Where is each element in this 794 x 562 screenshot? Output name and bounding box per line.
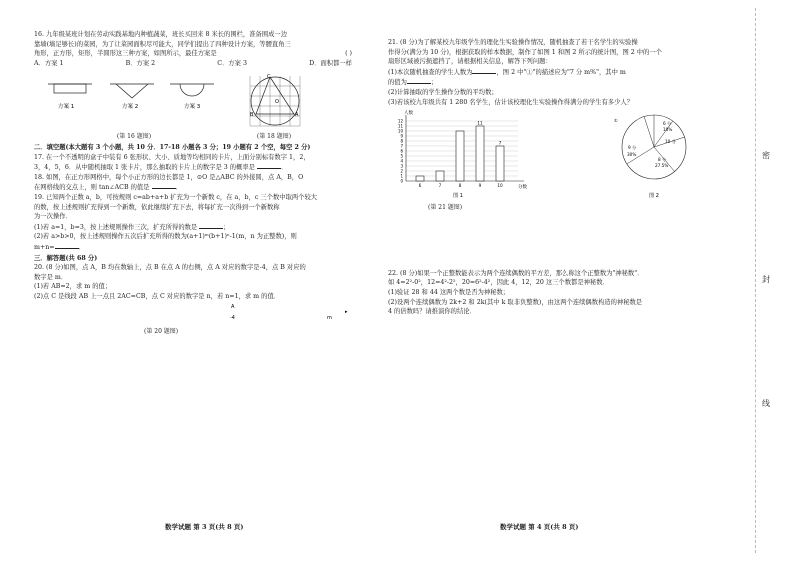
pie-slice-label: 10 分 [665, 139, 676, 145]
question-17 [34, 153, 366, 173]
q22-line: 4 的倍数吗？请推演你的结论． [388, 308, 476, 316]
x-axis-title: 分数 [518, 185, 527, 191]
q16-line [34, 49, 366, 59]
question-22 [388, 269, 716, 317]
q19-line: 19. 已知两个正数 a，b，可按规则 c=ab+a+b 扩充为一个新数 c，在 a，b，c 三个数中取两个较大 [34, 193, 318, 201]
plan-1-label: 方案 1 [58, 104, 75, 111]
answer-blank [199, 222, 223, 229]
q22-line: (1)验证 28 和 44 这两个数是否为神秘数； [388, 288, 510, 296]
label-b: B [250, 112, 254, 119]
pie-slice-label: 30% [627, 152, 637, 158]
question-19 [34, 193, 366, 253]
pie-chart-figure-2 [616, 109, 706, 199]
q21-line: 扇形区域被污损遮挡了，请根据相关信息，解答下列问题： [388, 58, 552, 66]
pie-slice-label: 6 分 [663, 121, 672, 127]
answer-blank [257, 162, 281, 169]
q20-line: 20. (8 分)如图，点 A，B 均在数轴上，点 B 在点 A 的右侧，点 A 对应的数字是-4，点 B 对应的 [34, 264, 306, 272]
triangle-abc [256, 77, 294, 114]
y-tick-label: 11 [397, 123, 403, 129]
left-column [34, 30, 366, 337]
bar [456, 131, 464, 181]
option-d: D．面积都一样 [309, 59, 352, 67]
q18-figure [240, 74, 310, 132]
option-c: C．方案 3 [217, 59, 247, 67]
pie-slice-label: 10% [663, 127, 673, 133]
x-tick-label: 6 [418, 183, 422, 189]
option-b: B．方案 2 [125, 59, 156, 67]
binding-line [755, 8, 756, 553]
question-18 [34, 173, 366, 193]
y-tick-label: 10 [397, 128, 403, 134]
q16-caption: (第 16 题图) [116, 133, 152, 141]
answer-blank [472, 67, 496, 74]
x-tick-label: 7 [438, 183, 442, 189]
pie-slice-label: 27.5% [655, 163, 669, 169]
label-o: O [275, 99, 279, 106]
bar-data-label: 11 [477, 120, 483, 126]
bar-data-label: 7 [498, 140, 502, 146]
q21-part-3: (3)若该校九年级共有 1 280 名学生，估计该校理化生实验操作得满分的学生有多少人？ [388, 98, 634, 106]
y-tick-label: 3 [400, 163, 403, 169]
q16-options [34, 59, 366, 69]
q19-part-1: (1)若 a=1，b=3，按上述规则操作三次，扩充所得的数是 ； [34, 223, 230, 231]
right-column [388, 38, 716, 317]
q18-caption: (第 18 题图) [256, 133, 292, 141]
bar [436, 171, 444, 181]
plan-2-label: 方案 2 [122, 104, 139, 111]
sidebar-seal-xian: 线 [762, 399, 770, 408]
q19-1-text: (1)若 a=1，b=3，按上述规则操作三次，扩充所得的数是 [34, 223, 198, 231]
q20-part-1: (1)若 AB=2，求 m 的值； [34, 283, 112, 291]
section-3-title: 三．解答题(共 68 分) [34, 254, 98, 262]
section-2-title: 二．填空题(本大题有 3 个小题，共 10 分．17-18 小题各 3 分；19 小题有 2 个空，每空 2 分) [34, 143, 311, 151]
q21-line: 作得分(满分为 10 分)，根据获取的样本数据，制作了如图 1 和图 2 所示的统计图，图 2 中的一个 [388, 48, 662, 56]
footer-page-4: 数学试题 第 4 页(共 8 页) [500, 523, 579, 531]
q16-line: 靠墙(墙足够长)的菜园，为了让菜园面积尽可能大，同学们提出了四种设计方案，等腰直角三 [34, 40, 291, 48]
point-a-value: -4 [230, 315, 235, 322]
y-tick-label: 1 [400, 173, 403, 179]
plan-2-triangle [110, 84, 154, 98]
q22-line: 22. (8 分)如果一个正整数能表示为两个连续偶数的平方差，那么称这个正整数为"神秘数"． [388, 269, 644, 277]
q21-line: 21. (8 分)为了解某校九年级学生的理化生实验操作情况，随机抽查了若干名学生的实验操 [388, 39, 638, 46]
x-tick-label: 9 [478, 183, 482, 189]
y-tick-label: 8 [400, 138, 403, 144]
q19-part-2: (2)若 a>b>0，按上述规则操作五次后扩充所得的数为(a+1)ᵐ(b+1)ⁿ-1(m，n 为正整数)，则 [34, 233, 297, 241]
x-tick-label: 10 [497, 183, 503, 189]
y-tick-label: 0 [400, 178, 403, 184]
q16-line-text: 角形，正方形，矩形，半圆形这三种方案，如图所示，最佳方案是 [34, 50, 217, 58]
pie-slice-label: ① [614, 118, 618, 124]
pie-slice-label: 8 分 [658, 157, 667, 163]
q17-line: 17. 在一个不透明的盒子中装有 6 张形状、大小、质地等均相同的卡片，上面分别标有数字 1，2， [34, 153, 310, 161]
q19-2b-text: m+n= [34, 243, 55, 251]
bar [416, 176, 424, 181]
q21-part-2: (2)计算抽取的学生操作分数的平均数； [388, 88, 498, 96]
q17-line: 3，4，5，6．从中随机抽取 1 张卡片，那么抽取的卡片上的数字是 3 的概率是 ． [34, 164, 288, 172]
answer-blank [152, 182, 176, 189]
pie-slice-label: 9 分 [628, 145, 637, 151]
label-c: C [267, 74, 271, 81]
q21-figures [388, 107, 716, 203]
q20-part-2: (2)点 C 是线段 AB 上一点且 2AC=CB，点 C 对应的数字是 n，若 n=1，求 m 的值． [34, 292, 281, 300]
y-tick-label: 2 [400, 168, 403, 174]
q18-line: 在网格线的交点上，则 tan∠ACB 的值是 ． [34, 184, 182, 192]
q21-1c: 的值为 [388, 79, 407, 87]
x-tick-label: 8 [458, 183, 462, 189]
figure-captions [34, 132, 366, 142]
bar [496, 146, 504, 181]
plan-1-rectangle [48, 84, 92, 93]
q22-line: 如 4=2²-0²，12=4²-2²，20=6²-4²，因此 4，12，20 这三个数都是神秘数． [388, 279, 609, 287]
figure-1-label: 图 1 [453, 193, 463, 200]
q18-text: 在网格线的交点上，则 tan∠ACB 的值是 [34, 184, 150, 192]
q21-1b: ，图 2 中"①"的描述应为"7 分 m%"，其中 m [496, 68, 626, 76]
sidebar-seal-feng: 封 [762, 275, 770, 284]
footer-page-3: 数学试题 第 3 页(共 8 页) [165, 523, 244, 531]
y-tick-label: 5 [400, 153, 403, 159]
q16-q18-figures [34, 68, 366, 132]
plan-3-semicircle [170, 84, 214, 96]
y-axis-title: 人数 [404, 111, 413, 117]
q21-1a: (1)本次随机抽查的学生人数为 [388, 68, 473, 76]
bar [476, 126, 484, 181]
question-20 [34, 263, 366, 337]
plan-3-label: 方案 3 [184, 104, 201, 111]
q21-caption: (第 21 题图) [428, 204, 463, 212]
q17-text: 3，4，5，6．从中随机抽取 1 张卡片，那么抽取的卡片上的数字是 3 的概率是 [34, 164, 255, 172]
option-a: A．方案 1 [34, 59, 64, 67]
q19-line: 的数，按上述规则扩充得到一个新数，依此继续扩充下去，将每扩充一次得到一个新数称 [34, 203, 280, 211]
answer-blank [407, 77, 431, 84]
label-a: A [295, 112, 299, 119]
point-a-label: A [231, 304, 235, 311]
figure-2-label: 图 2 [649, 193, 659, 200]
point-m-value: m [327, 315, 332, 322]
y-tick-label: 12 [397, 118, 403, 124]
q19-line: 为一次操作． [34, 213, 72, 221]
q18-line: 18. 如图，在正方形网格中，每个小正方形的边长都是 1，⊙O 是△ABC 的外接圆，点 A，B，O [34, 173, 304, 181]
arrow-mark: ▸ [345, 309, 348, 316]
q16-figure [34, 74, 234, 132]
answer-paren: ( ) [345, 50, 352, 58]
y-tick-label: 9 [400, 133, 403, 139]
bar-chart-figure-1 [388, 109, 538, 199]
y-tick-label: 7 [400, 143, 403, 149]
q21-part-1 [388, 67, 716, 78]
y-tick-label: 6 [400, 148, 403, 154]
q20-caption: (第 20 题图) [144, 328, 179, 336]
question-21 [388, 38, 716, 213]
number-line-figure [34, 301, 366, 323]
q16-line: 16. 九年级某班计划在劳动实践基地内种植蔬菜，班长买回来 8 米长的围栏，准备围成一边 [34, 31, 288, 38]
q20-line: 数字是 m． [34, 273, 68, 281]
question-16 [34, 30, 366, 142]
sidebar-seal-mi: 密 [762, 151, 770, 160]
q19-part-2b: m+n= ． [34, 243, 85, 251]
y-tick-label: 4 [400, 158, 403, 164]
answer-blank [55, 242, 79, 249]
q22-line: (2)设两个连续偶数为 2k+2 和 2k(其中 k 取非负整数)，由这两个连续偶数构造的神秘数是 [388, 298, 643, 306]
q21-part-1c: 的值为 ； [388, 79, 438, 87]
